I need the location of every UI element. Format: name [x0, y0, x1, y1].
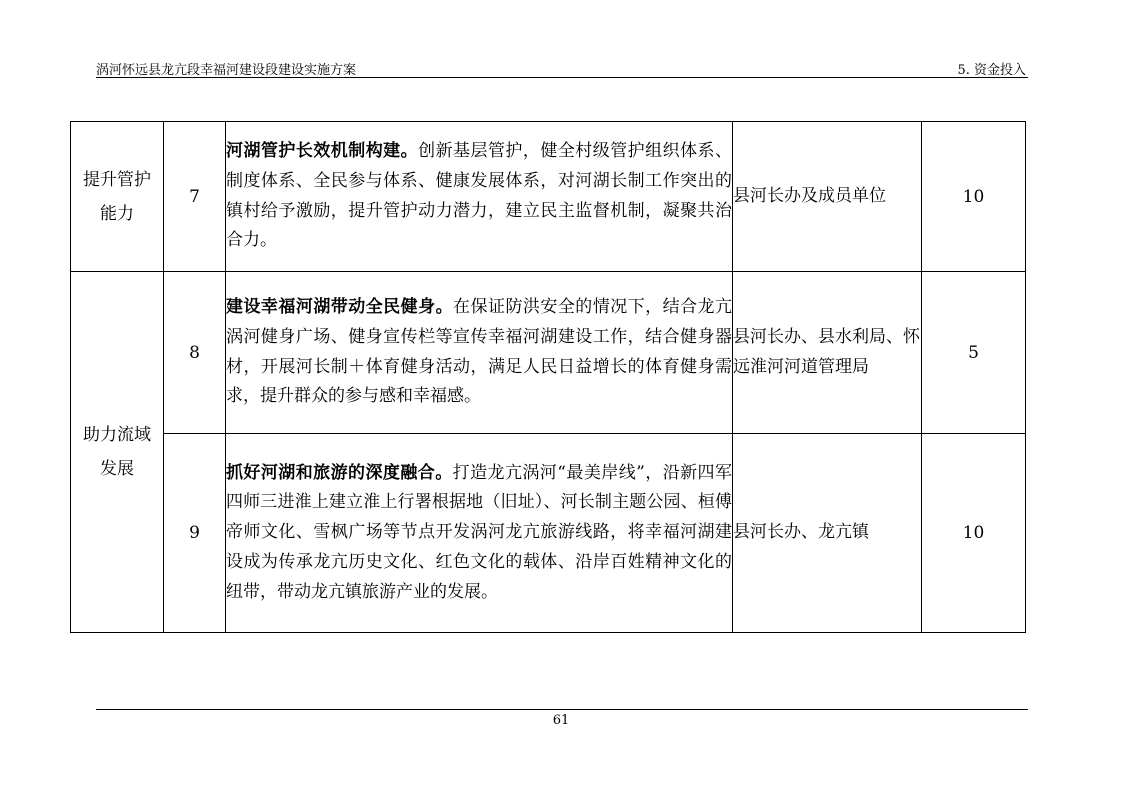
- table-row: [71, 272, 1026, 434]
- responsible-unit: 县河长办、龙亢镇: [733, 434, 922, 633]
- document-title-header: 涡河怀远县龙亢段幸福河建设段建设实施方案: [96, 63, 357, 78]
- responsible-unit: 县河长办及成员单位: [733, 122, 922, 272]
- header-rule: [96, 77, 1028, 78]
- footer-rule: [96, 709, 1028, 710]
- task-description: [226, 122, 733, 272]
- task-description: [226, 272, 733, 434]
- funding-amount: 5: [922, 272, 1026, 434]
- task-title: 建设幸福河湖带动全民健身。: [226, 296, 454, 317]
- item-number: 7: [164, 122, 226, 272]
- item-number: 9: [164, 434, 226, 633]
- category-line: 提升管护: [83, 169, 151, 190]
- task-text: 在保证防洪安全的情况下，结合龙亢涡河健身广场、健身宣传栏等宣传幸福河湖建设工作，结合健身器材，开展河长制＋体育健身活动，满足人民日益增长的体育健身需求，提升群众的参与感和幸福感。: [226, 296, 733, 407]
- task-text: 创新基层管护，健全村级管护组织体系、制度体系、全民参与体系、健康发展体系，对河湖长制工作突出的镇村给予激励，提升管护动力潜力，建立民主监督机制，凝聚共治合力。: [226, 140, 733, 251]
- responsible-unit: 县河长办、县水利局、怀远淮河河道管理局: [733, 272, 922, 434]
- task-title: 抓好河湖和旅游的深度融合。: [226, 462, 453, 483]
- category-line: 发展: [100, 459, 134, 479]
- section-header: 5. 资金投入: [957, 63, 1026, 78]
- category-line: 助力流域: [83, 425, 151, 445]
- task-description: [226, 434, 733, 633]
- funding-table: [70, 121, 1026, 633]
- table-row: [71, 434, 1026, 633]
- category-cell: [71, 272, 164, 633]
- task-title: 河湖管护长效机制构建。: [226, 140, 419, 161]
- funding-amount: 10: [922, 122, 1026, 272]
- category-line: 能力: [100, 203, 134, 224]
- category-cell: [71, 122, 164, 272]
- table-row: [71, 122, 1026, 272]
- funding-amount: 10: [922, 434, 1026, 633]
- item-number: 8: [164, 272, 226, 434]
- page-number: 61: [552, 713, 570, 728]
- task-text: 打造龙亢涡河“最美岸线”，沿新四军四师三进淮上建立淮上行署根据地（旧址）、河长制主题公园、桓傅帝师文化、雪枫广场等节点开发涡河龙亢旅游线路，将幸福河湖建设成为传承龙亢历史文化、红色文化的载体、沿岸百姓精神文化的纽带，带动龙亢镇旅游产业的发展。: [226, 462, 732, 602]
